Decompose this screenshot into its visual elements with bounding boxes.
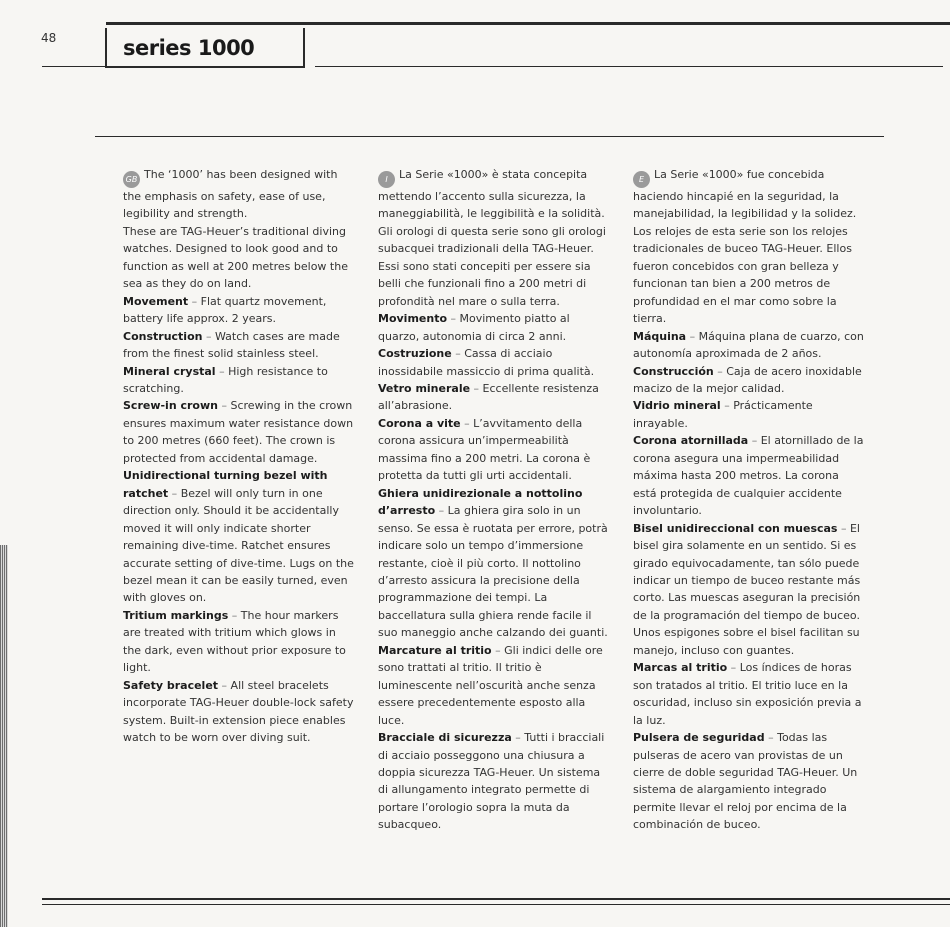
dash-separator: – (460, 416, 474, 430)
feature-term: Mineral crystal (123, 364, 216, 378)
page-edge-stack (0, 545, 8, 927)
feature-description: Tutti i bracciali di acciaio posseggono una chiusura a doppia sicurezza TAG-Heuer. Un sistema di allungamento integrato permette di portare l’orologio sopra la muta da subacqueo. (378, 731, 605, 832)
intro-text: La Serie «1000» è stata concepita mettendo l’accento sulla sicurezza, la maneggiabilità, le leggibilità e la solidità. Gli orologi di questa serie sono gli orologi subacquei tradizionali della TAG-Heuer. Essi sono stati concepiti per essere sia belli che funzionali fino a 200 metri di profondità nel mare o sulla terra. (378, 168, 606, 308)
feature-term: Construction (123, 329, 203, 343)
bottom-rule-thick (42, 898, 950, 900)
feature-paragraph (378, 485, 610, 642)
feature-description: Máquina plana de cuarzo, con autonomía aproximada de 2 años. (633, 329, 864, 361)
dash-separator: – (217, 399, 231, 413)
dash-separator: – (215, 364, 229, 378)
feature-paragraph (633, 729, 865, 834)
feature-paragraph (378, 310, 610, 345)
feature-paragraph (123, 677, 355, 747)
feature-description: Cassa di acciaio inossidabile massiccio di prima qualità. (378, 347, 595, 378)
feature-term: Marcas al tritio (633, 661, 728, 675)
intro-text: La Serie «1000» fue concebida haciendo hincapié en la seguridad, la manejabilidad, la legibilidad y la solidez. (633, 168, 857, 221)
feature-description: Bezel will only turn in one direction only. Should it be accidentally moved it will only indicate shorter remaining dive-time. Ratchet ensures accurate setting of dive-time. Lugs on the bezel mean it can be easily turned, even with gloves on. (123, 486, 354, 605)
feature-term: Bracciale di sicurezza (378, 731, 512, 745)
column-italian (378, 166, 610, 834)
feature-term: Bisel unidireccional con muescas (633, 521, 838, 535)
feature-paragraph (378, 380, 610, 415)
feature-paragraph (633, 659, 865, 729)
feature-paragraph (378, 729, 610, 834)
feature-term: Vidrio mineral (633, 399, 721, 413)
language-badge-icon: GB (123, 171, 140, 188)
dash-separator: – (218, 678, 231, 692)
feature-paragraph (378, 345, 610, 380)
feature-description: Flat quartz movement, battery life approx. 2 years. (123, 294, 327, 326)
dash-separator: – (168, 486, 181, 500)
feature-description: L’avvitamento della corona assicura un’impermeabilità massima fino a 200 metri. La corona è protetta da tutti gli urti accidentali. (378, 416, 591, 483)
feature-description: High resistance to scratching. (123, 364, 328, 395)
feature-term: Tritium markings (123, 608, 229, 622)
language-badge-icon: E (633, 171, 650, 188)
dash-separator: – (470, 381, 483, 395)
intro-paragraph (123, 223, 355, 293)
feature-paragraph (123, 363, 355, 398)
feature-paragraph (378, 415, 610, 485)
feature-term: Corona atornillada (633, 434, 749, 448)
feature-description: Eccellente resistenza all’abrasione. (378, 381, 599, 413)
feature-description: Movimento piatto al quarzo, autonomia di circa 2 anni. (378, 312, 570, 343)
top-rule (106, 22, 950, 25)
feature-paragraph (123, 607, 355, 677)
dash-separator: – (202, 329, 215, 343)
column-spanish (633, 166, 865, 834)
header-left-rule (42, 66, 106, 67)
feature-term: Pulsera de seguridad (633, 731, 765, 745)
dash-separator: – (713, 364, 727, 378)
title-box (105, 28, 305, 68)
feature-paragraph (633, 520, 865, 660)
feature-term: Costruzione (378, 347, 452, 361)
dash-separator: – (511, 731, 525, 745)
feature-term: Safety bracelet (123, 678, 219, 692)
feature-description: Watch cases are made from the finest solid stainless steel. (123, 329, 340, 361)
language-badge-icon: I (378, 171, 395, 188)
feature-term: Construcción (633, 364, 714, 378)
feature-description: Los índices de horas son tratados al tritio. El tritio luce en la oscuridad, incluso sin exposición previa a la luz. (633, 661, 862, 727)
section-rule (95, 136, 884, 137)
intro-text: These are TAG-Heuer’s traditional diving watches. Designed to look good and to function as well at 200 metres below the sea as they do on land. (123, 224, 348, 291)
feature-description: El bisel gira solamente en un sentido. Si es girado equivocadamente, tan sólo puede indicar un tiempo de buceo restante más corto. Las muescas aseguran la precisión de la programación del tiempo de buceo. Unos espigones sobre el bisel facilitan su manejo, incluso con guantes. (633, 521, 861, 657)
feature-paragraph (123, 467, 355, 607)
feature-paragraph (633, 432, 865, 519)
feature-description: All steel bracelets incorporate TAG-Heuer double-lock safety system. Built-in extension piece enables watch to be worn over diving suit. (123, 678, 354, 745)
feature-term: Movement (123, 294, 189, 308)
page-number: 48 (41, 31, 57, 45)
feature-description: Screwing in the crown ensures maximum water resistance down to 200 metres (660 feet). The crown is protected from accidental damage. (123, 399, 354, 465)
dash-separator: – (491, 643, 505, 657)
dash-separator: – (686, 329, 699, 343)
intro-text: The ‘1000’ has been designed with the emphasis on safety, ease of use, legibility and strength. (123, 168, 338, 221)
intro-paragraph (378, 166, 610, 310)
dash-separator: – (748, 434, 761, 448)
feature-paragraph (123, 293, 355, 328)
feature-term: Corona a vite (378, 416, 461, 430)
dash-separator: – (837, 521, 850, 535)
feature-paragraph (378, 642, 610, 729)
feature-description: Prácticamente inrayable. (633, 399, 813, 430)
page-title: series 1000 (123, 36, 255, 60)
bottom-rule-thin (42, 904, 950, 905)
header-right-rule (315, 66, 943, 67)
intro-paragraph (123, 166, 355, 223)
dash-separator: – (727, 661, 740, 675)
feature-description: El atornillado de la corona asegura una impermeabilidad máxima hasta 200 metros. La corona está protegida de cualquier accidente involuntario. (633, 434, 864, 518)
dash-separator: – (188, 294, 201, 308)
feature-paragraph (123, 397, 355, 467)
feature-paragraph (633, 328, 865, 363)
dash-separator: – (447, 312, 460, 326)
dash-separator: – (228, 608, 241, 622)
feature-description: Gli indici delle ore sono trattati al tritio. Il tritio è luminescente nell’oscurità anche senza essere precedentemente esposto alla luce. (378, 643, 603, 727)
dash-separator: – (451, 347, 465, 361)
feature-term: Marcature al tritio (378, 643, 492, 657)
dash-separator: – (764, 731, 778, 745)
feature-paragraph (123, 328, 355, 363)
feature-term: Movimento (378, 312, 448, 326)
feature-description: Caja de acero inoxidable macizo de la mejor calidad. (633, 364, 862, 395)
feature-term: Vetro minerale (378, 381, 471, 395)
intro-text: Los relojes de esta serie son los relojes tradicionales de buceo TAG-Heuer. Ellos fueron concebidos con gran belleza y funcionan tan bien a 200 metros de profundidad en el mar como sobre la tierra. (633, 224, 852, 326)
feature-paragraph (633, 397, 865, 432)
feature-term: Unidirectional turning bezel with ratchet (123, 469, 328, 500)
intro-paragraph (633, 223, 865, 328)
dash-separator: – (720, 399, 734, 413)
feature-paragraph (633, 363, 865, 398)
feature-term: Screw-in crown (123, 399, 218, 413)
intro-paragraph (633, 166, 865, 223)
feature-description: La ghiera gira solo in un senso. Se essa è ruotata per errore, potrà indicare solo un tempo d’immersione restante, cioè il più corto. Il nottolino d’arresto assicura la precisione della programmazione dei tempi. La baccellatura sulla ghiera rende facile il suo maneggio anche calzando dei guanti. (378, 504, 608, 640)
column-english (123, 166, 355, 747)
feature-term: Máquina (633, 329, 687, 343)
feature-description: The hour markers are treated with tritium which glows in the dark, even without prior exposure to light. (123, 608, 346, 675)
feature-description: Todas las pulseras de acero van provistas de un cierre de doble seguridad TAG-Heuer. Un sistema de alargamiento integrado permite llevar el reloj por encima de la combinación de buceo. (633, 731, 858, 832)
dash-separator: – (435, 504, 448, 518)
feature-term: Ghiera unidirezionale a nottolino d’arresto (378, 486, 583, 518)
